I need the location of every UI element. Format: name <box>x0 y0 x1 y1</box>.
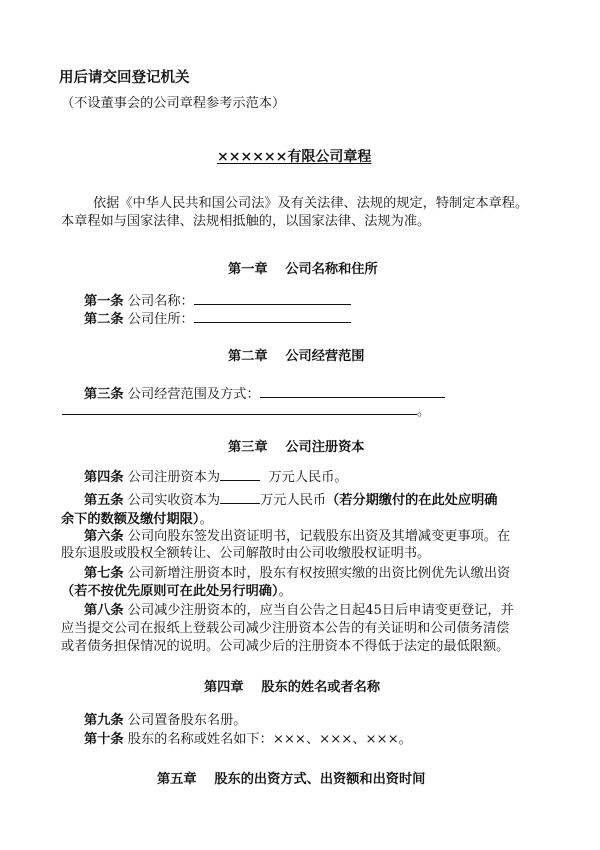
article-10-label: 第十条 <box>84 732 124 747</box>
article-8-text-1: 公司减少注册资本的，应当自公告之日起45日后申请变更登记，并 <box>127 603 514 618</box>
article-8-text-3: 或者债务担保情况的说明。公司减少后的注册资本不得低于法定的最低限额。 <box>61 639 510 654</box>
article-3-text: 公司经营范围及方式： <box>127 387 260 402</box>
article-6-label: 第六条 <box>84 529 124 544</box>
chapter-5-heading: 第五章 股东的出资方式、出资额和出资时间 <box>157 772 426 787</box>
article-6-text-2: 股东退股或股权全额转让、公司解散时由公司收缴股权证明书。 <box>61 546 431 561</box>
article-5-label: 第五条 <box>84 493 124 508</box>
article-4 <box>84 468 348 486</box>
article-5-end: 。 <box>199 512 213 527</box>
business-scope-blank-2 <box>62 402 417 415</box>
article-7 <box>84 566 510 582</box>
intro-line-1: 依据《中华人民共和国公司法》及有关法律、法规的规定，特制定本章程。 <box>93 196 529 211</box>
article-4-label: 第四条 <box>84 470 124 485</box>
article-6-text-1: 公司向股东签发出资证明书，记载股东出资及其增减变更事项。在 <box>127 529 511 544</box>
article-7-end: 。 <box>278 584 292 599</box>
article-1 <box>84 292 351 310</box>
article-7-label: 第七条 <box>84 566 124 581</box>
document-title: ××××××有限公司章程 <box>217 149 372 165</box>
article-1-text: 公司名称： <box>127 294 194 309</box>
paid-capital-blank <box>220 491 260 504</box>
article-7-text-1: 公司新增注册资本时，股东有权按照实缴的出资比例优先认缴出资 <box>127 566 511 581</box>
article-5-text: 公司实收资本为 <box>127 493 221 508</box>
intro-line-2: 本章程如与国家法律、法规相抵触的，以国家法律、法规为准。 <box>61 214 431 229</box>
article-3-end: 。 <box>417 404 431 419</box>
article-7-line-2 <box>61 584 292 600</box>
article-4-text: 公司注册资本为 <box>127 470 221 485</box>
article-10 <box>84 732 412 748</box>
article-5 <box>84 491 497 509</box>
company-address-blank <box>194 310 351 323</box>
article-3-continuation <box>62 402 430 420</box>
company-name-blank <box>194 292 351 305</box>
article-10-text: 股东的名称或姓名如下：×××、×××、×××。 <box>127 732 412 747</box>
chapter-2-heading: 第二章 公司经营范围 <box>228 349 365 364</box>
article-3-label: 第三条 <box>84 387 124 402</box>
chapter-4-heading: 第四章 股东的姓名或者名称 <box>204 680 381 695</box>
article-5-unit: 万元人民币 <box>260 493 327 508</box>
business-scope-blank <box>260 385 445 398</box>
article-3 <box>84 385 445 403</box>
article-5-note-2: 余下的数额及缴付期限） <box>61 512 200 527</box>
article-8-text-2: 应当提交公司在报纸上登载公司减少注册资本公告的有关证明和公司债务清偿 <box>61 621 510 636</box>
registered-capital-blank <box>220 468 260 481</box>
article-5-note-1: （若分期缴付的在此处应明确 <box>326 493 498 508</box>
article-1-label: 第一条 <box>84 294 124 309</box>
article-6 <box>84 529 510 545</box>
article-2 <box>84 310 351 328</box>
chapter-3-heading: 第三章 公司注册资本 <box>228 440 365 455</box>
article-9-label: 第九条 <box>84 713 124 728</box>
return-note: 用后请交回登记机关 <box>59 69 190 86</box>
chapter-1-heading: 第一章 公司名称和住所 <box>228 262 378 277</box>
template-note: （不设董事会的公司章程参考示范本） <box>61 96 286 111</box>
article-9-text: 公司置备股东名册。 <box>127 713 247 728</box>
article-8-label: 第八条 <box>84 603 124 618</box>
article-5-line-2 <box>61 512 213 528</box>
article-9 <box>84 713 246 729</box>
article-2-label: 第二条 <box>84 312 124 327</box>
article-4-unit: 万元人民币。 <box>268 470 348 485</box>
article-7-note: （若不按优先原则可在此处另行明确） <box>61 584 279 599</box>
article-2-text: 公司住所： <box>127 312 194 327</box>
article-8 <box>84 603 514 619</box>
